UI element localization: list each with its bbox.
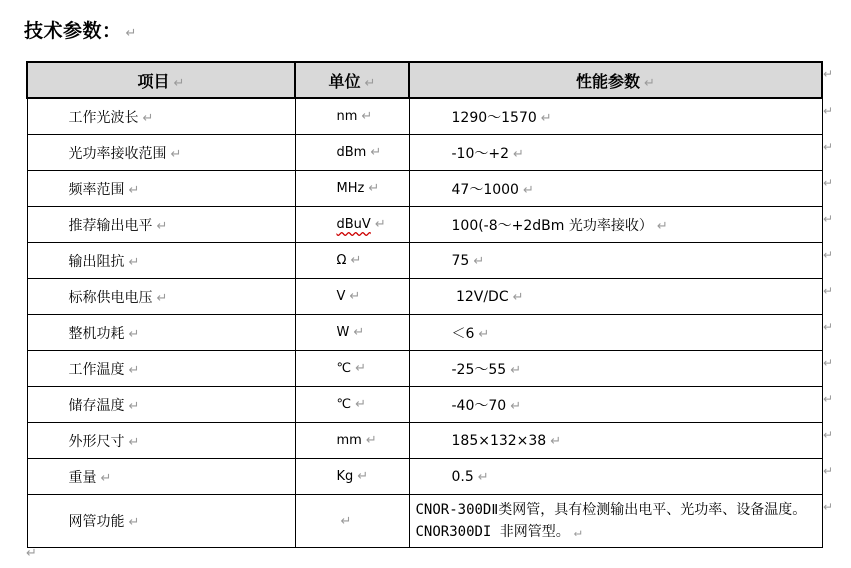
value-cell: CNOR-300DⅡ类网管，具有检测输出电平、光功率、设备温度。CNOR300DI 非网管型。 ↵ [409,495,822,548]
cell-mark-icon: ↵ [510,362,522,378]
cell-mark-icon: ↵ [142,110,154,126]
table-row [27,351,822,387]
unit-cell: W ↵ [295,315,409,351]
row-end-mark-icon: ↵ [823,212,834,226]
table-row [27,495,822,548]
cell-mark-icon: ↵ [355,361,367,376]
row-end-mark-icon: ↵ [823,356,834,370]
item-cell: 网管功能 ↵ [27,495,295,548]
cell-mark-icon: ↵ [128,326,140,342]
cell-mark-icon: ↵ [128,515,140,530]
cell-mark-icon: ↵ [350,253,362,268]
cell-mark-icon: ↵ [364,75,376,91]
unit-cell: ℃ ↵ [295,351,409,387]
item-cell: 重量 ↵ [27,459,295,495]
table-row [27,423,822,459]
table-row [27,243,822,279]
unit-cell: Kg ↵ [295,459,409,495]
value-cell: 0.5 ↵ [409,459,822,495]
cell-mark-icon: ↵ [173,75,185,91]
table-row [27,98,822,135]
paragraph-mark-icon: ↵ [125,26,137,41]
row-end-mark-icon: ↵ [823,428,834,442]
value-cell: 185×132×38 ↵ [409,423,822,459]
cell-mark-icon: ↵ [349,289,361,304]
item-cell: 工作温度 ↵ [27,351,295,387]
cell-mark-icon: ↵ [340,513,352,529]
row-end-mark-icon: ↵ [823,176,834,190]
item-cell: 光功率接收范围 ↵ [27,135,295,171]
table-row [27,207,822,243]
table-row [27,279,822,315]
table-row [27,459,822,495]
cell-mark-icon: ↵ [656,218,668,234]
paragraph-mark-icon: ↵ [26,546,37,561]
cell-mark-icon: ↵ [128,398,140,414]
value-cell: -25～55 ↵ [409,351,822,387]
header-unit: 单位 ↵ [295,62,409,98]
cell-mark-icon: ↵ [128,182,140,198]
cell-mark-icon: ↵ [550,433,562,449]
section-heading: 技术参数： ↵ [24,20,137,42]
table-row [27,387,822,423]
spellcheck-underlined-text: dBuV [336,217,371,232]
cell-mark-icon: ↵ [355,397,367,412]
spec-table [26,61,823,548]
item-cell: 储存温度 ↵ [27,387,295,423]
row-end-mark-icon: ↵ [823,500,834,514]
unit-cell: Ω ↵ [295,243,409,279]
row-end-mark-icon: ↵ [823,140,834,154]
value-cell: -40～70 ↵ [409,387,822,423]
row-end-mark-icon: ↵ [823,320,834,334]
header-item: 项目 ↵ [27,62,295,98]
cell-mark-icon: ↵ [365,433,377,448]
unit-cell [295,495,409,548]
row-end-mark-icon: ↵ [823,464,834,478]
item-cell: 推荐输出电平 ↵ [27,207,295,243]
table-row [27,135,822,171]
cell-mark-icon: ↵ [644,75,655,91]
value-cell: 12V/DC ↵ [409,279,822,315]
cell-mark-icon: ↵ [374,217,386,232]
cell-mark-icon: ↵ [573,524,582,540]
unit-cell: V ↵ [295,279,409,315]
item-cell: 输出阻抗 ↵ [27,243,295,279]
cell-mark-icon: ↵ [357,469,369,484]
item-cell: 标称供电电压 ↵ [27,279,295,315]
table-row [27,315,822,351]
cell-mark-icon: ↵ [128,362,140,378]
row-end-mark-icon: ↵ [823,392,834,406]
cell-mark-icon: ↵ [368,181,380,196]
cell-mark-icon: ↵ [128,254,140,270]
item-cell: 频率范围 ↵ [27,171,295,207]
unit-cell: nm ↵ [295,98,409,135]
item-cell: 外形尺寸 ↵ [27,423,295,459]
table-header-row [27,62,822,98]
cell-mark-icon: ↵ [170,146,182,162]
cell-mark-icon: ↵ [370,145,382,160]
header-performance: 性能参数 ↵ [409,62,822,98]
value-cell: 1290～1570 ↵ [409,98,822,135]
cell-mark-icon: ↵ [128,434,140,450]
unit-cell [295,207,409,243]
unit-cell: dBm ↵ [295,135,409,171]
row-end-mark-icon: ↵ [823,248,834,262]
value-cell: -10～+2 ↵ [409,135,822,171]
cell-mark-icon: ↵ [473,253,485,269]
cell-mark-icon: ↵ [361,109,373,124]
item-cell: 工作光波长 ↵ [27,98,295,135]
value-cell: 100(-8～+2dBm 光功率接收） ↵ [409,207,822,243]
unit-cell: MHz ↵ [295,171,409,207]
cell-mark-icon: ↵ [353,325,365,340]
cell-mark-icon: ↵ [522,182,534,198]
table-row [27,171,822,207]
cell-mark-icon: ↵ [510,398,522,414]
item-cell: 整机功耗 ↵ [27,315,295,351]
unit-cell: ℃ ↵ [295,387,409,423]
row-end-mark-icon: ↵ [823,284,834,298]
cell-mark-icon: ↵ [512,289,524,305]
cell-mark-icon: ↵ [156,290,168,306]
cell-mark-icon: ↵ [540,110,552,126]
cell-mark-icon: ↵ [513,146,524,162]
cell-mark-icon: ↵ [477,469,489,485]
cell-mark-icon: ↵ [156,218,168,234]
cell-mark-icon: ↵ [478,326,490,342]
unit-cell: mm ↵ [295,423,409,459]
value-cell: ＜6 ↵ [409,315,822,351]
value-cell: 47～1000 ↵ [409,171,822,207]
row-end-mark-icon: ↵ [823,104,834,118]
value-cell: 75 ↵ [409,243,822,279]
row-end-mark-icon: ↵ [823,67,834,81]
cell-mark-icon: ↵ [100,470,112,486]
